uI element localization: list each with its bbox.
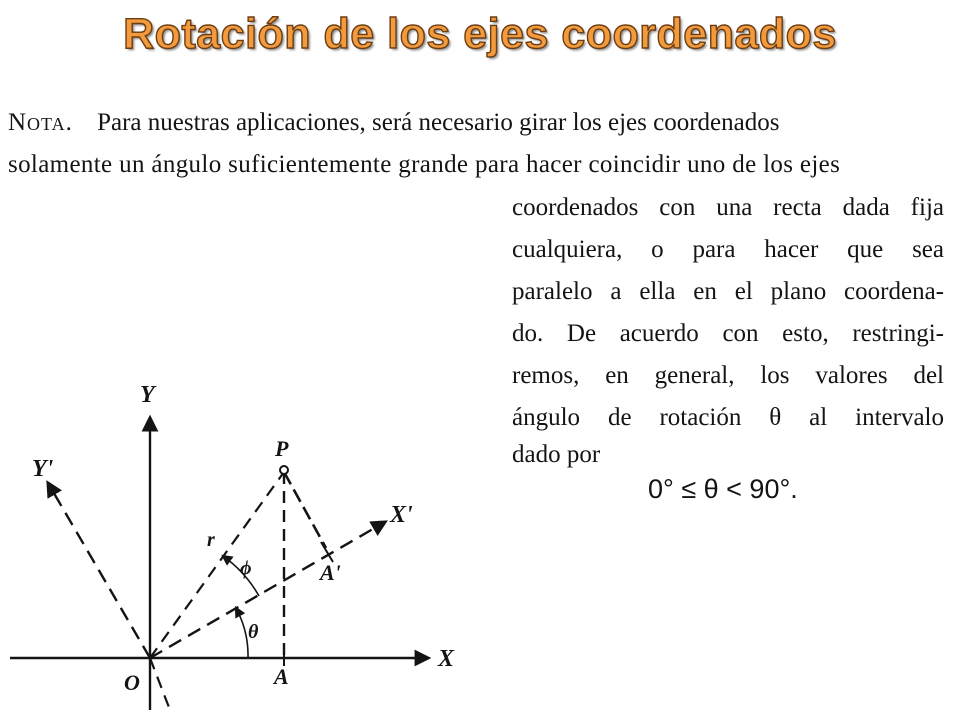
note-line-9: dado por xyxy=(512,441,601,468)
note-line-2: solamente un ángulo suficientemente grande para hacer coincidir uno de los ejes xyxy=(8,151,841,178)
angle-interval: 0° ≤ θ < 90°. xyxy=(648,474,798,504)
note-line-4: cualquiera, o para hacer que sea xyxy=(512,236,944,263)
projection-to-x-prime xyxy=(284,472,326,548)
note-line-8: ángulo de rotación θ al intervalo xyxy=(512,404,944,431)
theta-label: θ xyxy=(248,621,259,643)
radius-line xyxy=(150,472,284,658)
point-p-label: P xyxy=(275,436,289,461)
theta-arc xyxy=(236,608,248,658)
y-prime-axis xyxy=(48,483,150,658)
y-prime-axis-extension xyxy=(150,658,170,710)
a-label: A xyxy=(274,664,289,689)
note-line-6: do. De acuerdo con esto, restringi- xyxy=(512,320,944,347)
a-prime-label: A' xyxy=(320,560,341,585)
note-lead: Nota. xyxy=(8,109,73,136)
phi-label: ϕ xyxy=(240,557,252,579)
point-p xyxy=(280,466,288,474)
x-axis-label: X xyxy=(438,646,455,672)
x-prime-label: X' xyxy=(390,502,413,528)
x-prime-axis xyxy=(150,522,385,658)
rotation-diagram xyxy=(0,370,480,720)
note-line-1-text: Para nuestras aplicaciones, será necesario girar los ejes coordenados xyxy=(97,109,780,136)
y-prime-label: Y' xyxy=(32,456,54,482)
note-line-7: remos, en general, los valores del xyxy=(512,362,944,389)
note-line-3: coordenados con una recta dada fija xyxy=(512,194,944,221)
y-axis-label: Y xyxy=(140,382,155,408)
slide-title: Rotación de los ejes coordenados xyxy=(123,10,837,58)
note-line-1 xyxy=(8,108,943,138)
note-line-5: paralelo a ella en el plano coordena- xyxy=(512,278,944,305)
radius-label: r xyxy=(207,529,215,551)
origin-label: O xyxy=(124,670,140,695)
